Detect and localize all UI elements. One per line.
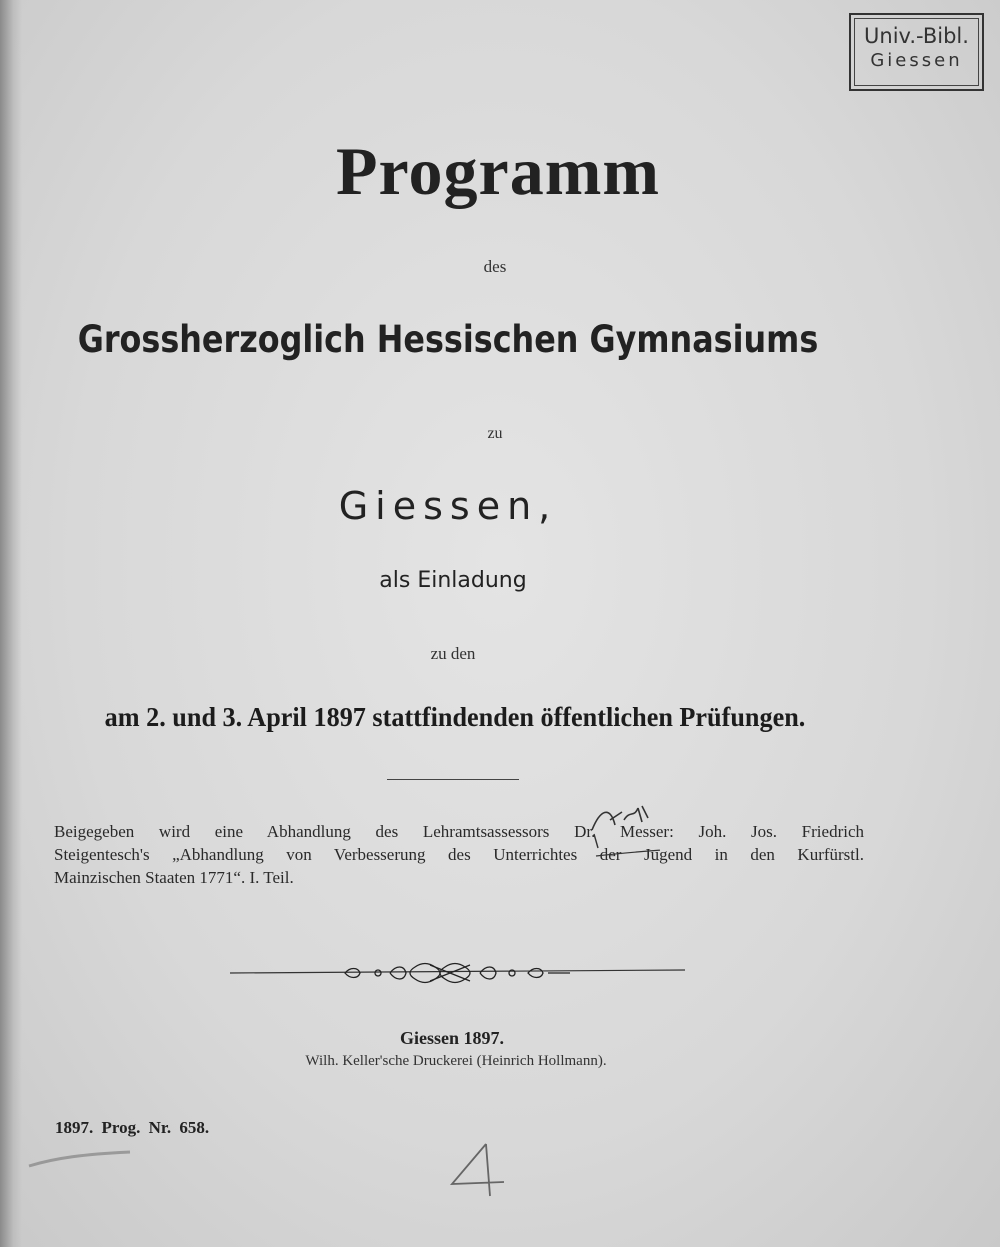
invitation-line: als Einladung xyxy=(379,568,527,593)
decorative-ornament xyxy=(230,955,690,985)
city-name: Giessen, xyxy=(338,484,558,528)
des-line: des xyxy=(483,257,507,276)
school-name: Grossherzoglich Hessischen Gymnasiums xyxy=(77,318,819,361)
imprint-place-year: Giessen 1897. xyxy=(399,1028,504,1048)
stamp-line-library: Univ.-Bibl. xyxy=(864,24,969,48)
document-title: Programm xyxy=(336,133,660,209)
handwritten-number xyxy=(446,1140,516,1200)
zu-den-line: zu den xyxy=(430,644,476,663)
supplement-line-3: Mainzischen Staaten 1771“. I. Teil. xyxy=(54,868,294,887)
examination-dates: am 2. und 3. April 1897 stattfindenden öffentlichen Prüfungen. xyxy=(104,702,806,732)
supplement-note xyxy=(54,820,864,889)
pencil-mark xyxy=(25,1148,135,1178)
divider-rule xyxy=(387,779,519,780)
supplement-line-1: Beigegeben wird eine Abhandlung des Lehramtsassessors Dr. Messer: Joh. Jos. Friedrich xyxy=(54,822,864,841)
library-stamp-inner xyxy=(854,18,979,86)
program-number: 1897. Prog. Nr. 658. xyxy=(55,1118,210,1137)
imprint-printer: Wilh. Keller'sche Druckerei (Heinrich Hollmann). xyxy=(305,1053,607,1069)
supplement-line-2: Steigentesch's „Abhandlung von Verbesserung des Unterrichtes der Jugend in den Kurfürstl. xyxy=(54,845,864,864)
stamp-line-city: Giessen xyxy=(870,50,963,71)
zu-line: zu xyxy=(487,425,503,442)
handwritten-annotation xyxy=(590,800,660,870)
library-stamp xyxy=(849,13,984,91)
